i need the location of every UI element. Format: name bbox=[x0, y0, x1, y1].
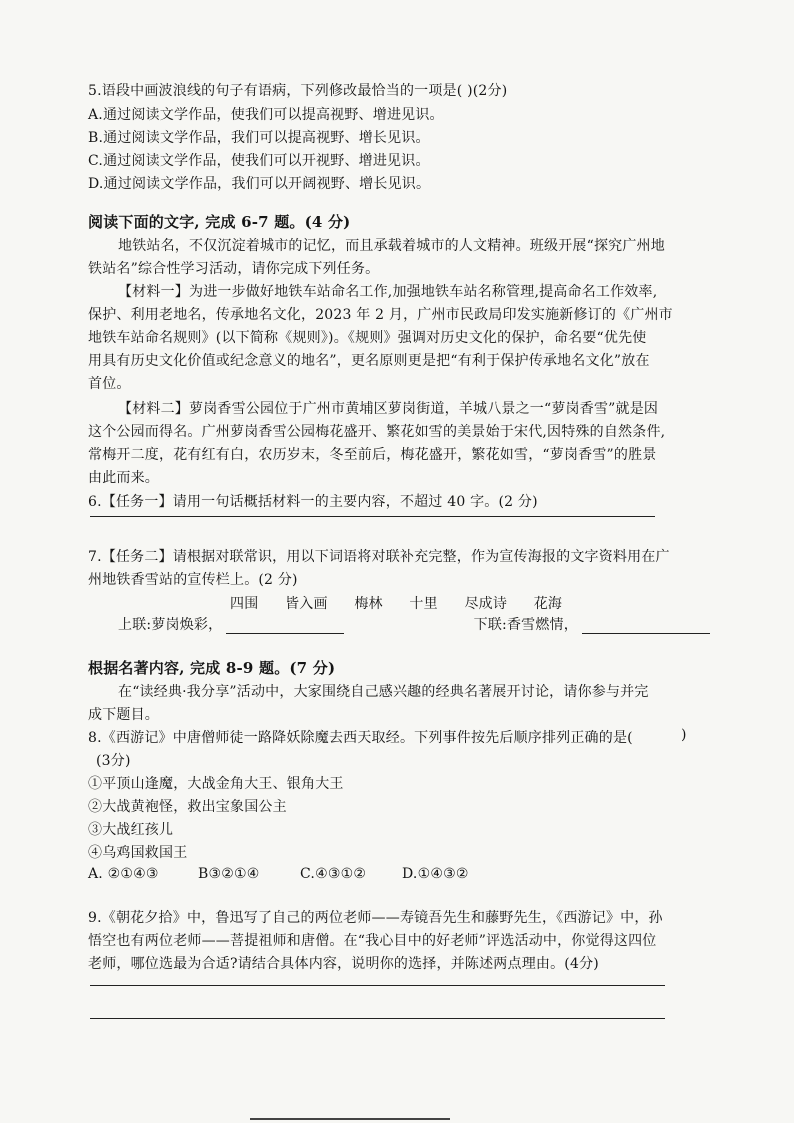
q7-couplet-row bbox=[118, 614, 710, 634]
q9-stem-line-1: 9.《朝花夕拾》中，鲁迅写了自己的两位老师——寿镜吾先生和藤野先生，《西游记》中，孙 bbox=[88, 910, 663, 926]
q9-stem-line-3: 老师，哪位选最为合适?请结合具体内容，说明你的选择，并陈述两点理由。(4分) bbox=[88, 956, 599, 972]
q7-word-6: 花海 bbox=[533, 596, 563, 612]
q7-word-4: 十里 bbox=[409, 596, 438, 612]
material2-line-2: 这个公园而得名。广州萝岗香雪公园梅花盛开、繁花如雪的美景始于宋代,因特殊的自然条件, bbox=[88, 424, 666, 440]
q6-answer-line[interactable] bbox=[90, 516, 655, 517]
classics-heading: 根据名著内容, 完成 8-9 题。(7 分) bbox=[88, 659, 336, 677]
material1-line-1: 【材料一】为进一步做好地铁车站命名工作,加强地铁车站名称管理,提高命名工作效率, bbox=[118, 284, 658, 300]
q8-event-1: ①平顶山逢魔，大战金角大王、银角大王 bbox=[88, 776, 344, 792]
q5-stem: 5.语段中画波浪线的句子有语病，下列修改最恰当的一项是( )(2分) bbox=[88, 83, 508, 99]
reading-intro-line-1: 地铁站名，不仅沉淀着城市的记忆，而且承载着城市的人文精神。班级开展“探究广州地 bbox=[118, 238, 665, 254]
q8-event-2: ②大战黄袍怪，救出宝象国公主 bbox=[88, 799, 287, 815]
footer-rule bbox=[250, 1118, 450, 1120]
q8-event-4: ④乌鸡国救国王 bbox=[88, 845, 188, 861]
classics-intro-line-1: 在“读经典·我分享”活动中，大家围绕自己感兴趣的经典名著展开讨论，请你参与并完 bbox=[118, 684, 649, 700]
q8-answer-paren-close: ) bbox=[681, 727, 687, 743]
q7-upper-label: 上联:萝岗焕彩， bbox=[118, 617, 223, 633]
q5-option-a: A.通过阅读文学作品，使我们可以提高视野、增进见识。 bbox=[88, 107, 444, 123]
q7-word-bank bbox=[230, 593, 584, 613]
q7-word-2: 皆入画 bbox=[285, 596, 328, 612]
material2-line-4: 由此而来。 bbox=[88, 470, 159, 486]
q9-answer-line-2[interactable] bbox=[90, 1018, 665, 1019]
q9-answer-line-1[interactable] bbox=[90, 985, 665, 986]
q5-option-c: C.通过阅读文学作品，使我们可以开视野、增进见识。 bbox=[88, 153, 430, 169]
material2-line-1: 【材料二】萝岗香雪公园位于广州市黄埔区萝岗街道，羊城八景之一“萝岗香雪”就是因 bbox=[118, 401, 659, 417]
reading-intro-line-2: 铁站名”综合性学习活动，请你完成下列任务。 bbox=[88, 261, 380, 277]
material2-line-3: 常梅开二度，花有红有白，农历岁末，冬至前后，梅花盛开，繁花如雪，“萝岗香雪”的胜景 bbox=[88, 447, 657, 463]
material1-line-3: 地铁车站命名规则》(以下简称《规则》)。《规则》强调对历史文化的保护，命名要“优先使 bbox=[88, 330, 647, 346]
material1-line-2: 保护、利用老地名，传承地名文化，2023 年 2 月，广州市民政局印发实施新修订的《广州市 bbox=[88, 307, 673, 323]
classics-intro-line-2: 成下题目。 bbox=[88, 707, 159, 723]
q5-option-b: B.通过阅读文学作品，我们可以提高视野、增长见识。 bbox=[88, 130, 430, 146]
q7-lower-label: 下联:香雪燃情， bbox=[473, 617, 578, 633]
q8-choice-a[interactable]: A. ②①④③ bbox=[88, 866, 159, 882]
q7-word-5: 尽成诗 bbox=[464, 596, 508, 612]
material1-line-5: 首位。 bbox=[88, 376, 131, 392]
q8-stem-line-2: (3分) bbox=[96, 753, 131, 769]
q8-event-3: ③大战红孩儿 bbox=[88, 822, 174, 838]
q8-choice-d[interactable]: D.①④③② bbox=[402, 866, 469, 882]
q7-stem-line-2: 州地铁香雪站的宣传栏上。(2 分) bbox=[88, 572, 298, 588]
q8-choice-b[interactable]: B③②①④ bbox=[198, 866, 260, 882]
q7-stem-line-1: 7.【任务二】请根据对联常识，用以下词语将对联补充完整，作为宣传海报的文字资料用在广 bbox=[88, 549, 670, 565]
q7-upper-blank[interactable] bbox=[226, 619, 344, 634]
q8-choice-c[interactable]: C.④③①② bbox=[300, 866, 367, 882]
q7-lower-blank[interactable] bbox=[582, 619, 710, 634]
reading-heading: 阅读下面的文字, 完成 6-7 题。(4 分) bbox=[88, 213, 351, 231]
q5-option-d: D.通过阅读文学作品，我们可以开阔视野、增长见识。 bbox=[88, 176, 431, 192]
material1-line-4: 用具有历史文化价值或纪念意义的地名”，更名原则更是把“有利于保护传承地名文化”放在 bbox=[88, 353, 650, 369]
q9-stem-line-2: 悟空也有两位老师——菩提祖师和唐僧。在“我心目中的好老师”评选活动中，你觉得这四位 bbox=[88, 933, 657, 949]
q8-stem-line-1: 8.《西游记》中唐僧师徒一路降妖除魔去西天取经。下列事件按先后顺序排列正确的是( bbox=[88, 730, 633, 746]
q6-stem: 6.【任务一】请用一句话概括材料一的主要内容，不超过 40 字。(2 分) bbox=[88, 494, 538, 510]
q7-word-1: 四围 bbox=[230, 596, 259, 612]
q7-word-3: 梅林 bbox=[354, 596, 383, 612]
